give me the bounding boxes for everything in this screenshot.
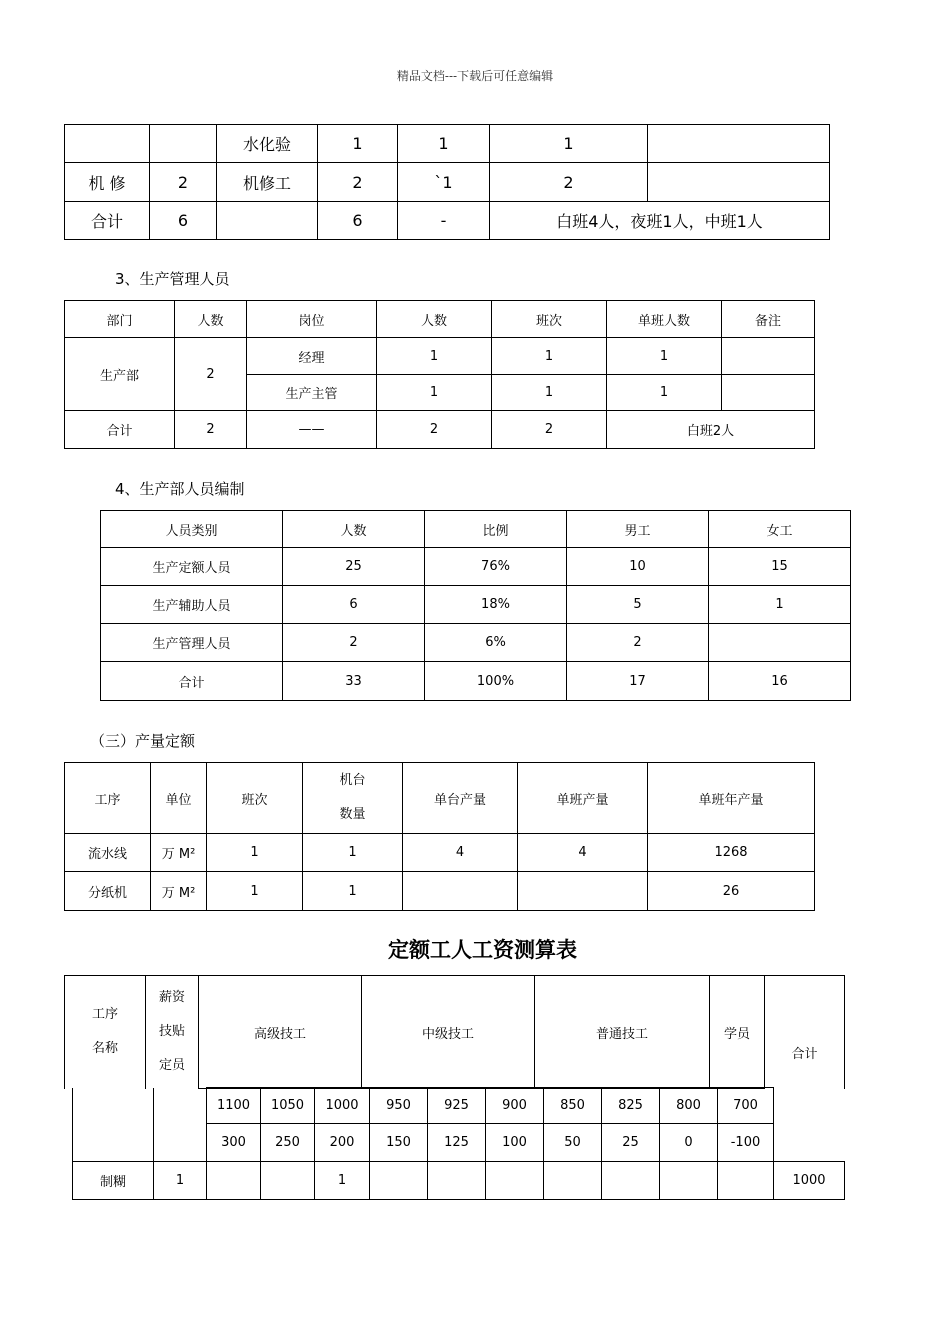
table-header-row xyxy=(65,763,815,834)
allowance-cell: 125 xyxy=(428,1124,486,1162)
table-total-row xyxy=(65,411,815,449)
table-cell: 1 xyxy=(398,125,490,163)
department-cell: 生产部 xyxy=(65,338,175,411)
table-cell: 33 xyxy=(283,662,425,701)
table-cell xyxy=(602,1162,660,1200)
column-header-process xyxy=(65,976,146,1089)
header-line: 薪资 xyxy=(158,990,185,1006)
salary-cell: 825 xyxy=(602,1088,660,1124)
table-cell xyxy=(370,1162,428,1200)
table-cell: 6% xyxy=(425,624,567,662)
column-header: 单台产量 xyxy=(403,763,518,834)
page-header-note: 精品文档---下载后可任意编辑 xyxy=(396,69,554,83)
table-cell: 1 xyxy=(207,834,303,872)
table-cell: 1 xyxy=(207,872,303,911)
table-cell: 机 修 xyxy=(65,163,150,202)
table-cell: 2 xyxy=(318,163,398,202)
output-quota-table xyxy=(64,762,815,911)
staffing-table xyxy=(100,510,851,701)
table-row xyxy=(65,338,815,375)
table-cell: 1 xyxy=(490,125,648,163)
column-header: 单班人数 xyxy=(607,301,722,338)
table-cell: 26 xyxy=(648,872,815,911)
table-cell: 1000 xyxy=(774,1162,845,1200)
salary-row xyxy=(73,1088,845,1124)
column-header: 女工 xyxy=(709,511,851,548)
table-cell: —— xyxy=(247,411,377,449)
table-cell: 白班4人，夜班1人，中班1人 xyxy=(490,202,830,240)
table-cell: 100% xyxy=(425,662,567,701)
table-cell xyxy=(709,624,851,662)
allowance-cell: 0 xyxy=(660,1124,718,1162)
table-cell xyxy=(718,1162,774,1200)
column-header-pay xyxy=(146,976,199,1089)
column-header: 备注 xyxy=(722,301,815,338)
table-cell: 合计 xyxy=(65,411,175,449)
table-cell: 17 xyxy=(567,662,709,701)
salary-cell: 925 xyxy=(428,1088,486,1124)
table-cell xyxy=(648,125,830,163)
table-total-row xyxy=(101,662,851,701)
table-cell: 4 xyxy=(518,834,648,872)
column-header: 人员类别 xyxy=(101,511,283,548)
table-cell xyxy=(154,1088,207,1162)
column-header-total xyxy=(765,976,845,1089)
column-header-senior: 高级技工 xyxy=(199,976,362,1089)
section-heading: 4、生产部人员编制 xyxy=(115,480,245,498)
table-header-row xyxy=(65,976,845,1089)
table-row xyxy=(73,1162,845,1200)
table-cell: 生产辅助人员 xyxy=(101,586,283,624)
column-header: 人数 xyxy=(283,511,425,548)
table-cell: `1 xyxy=(398,163,490,202)
table-cell: 经理 xyxy=(247,338,377,375)
table-cell xyxy=(722,338,815,375)
column-header: 人数 xyxy=(377,301,492,338)
table-cell: 2 xyxy=(150,163,217,202)
table-cell: 2 xyxy=(175,411,247,449)
salary-cell: 1100 xyxy=(207,1088,261,1124)
table-cell: 1 xyxy=(377,338,492,375)
allowance-cell: 300 xyxy=(207,1124,261,1162)
table-cell: 1 xyxy=(303,834,403,872)
table-cell: 万 M² xyxy=(151,872,207,911)
table-row xyxy=(65,202,830,240)
header-line: 工序 xyxy=(91,1007,118,1023)
table-cell: 机修工 xyxy=(217,163,318,202)
table-cell xyxy=(722,375,815,411)
table-cell xyxy=(544,1162,602,1200)
table-row xyxy=(65,872,815,911)
header-line: 数量 xyxy=(339,807,366,822)
table-cell: 流水线 xyxy=(65,834,151,872)
table-cell: 1 xyxy=(492,338,607,375)
table-cell xyxy=(774,1088,845,1162)
column-header: 比例 xyxy=(425,511,567,548)
table-cell: 6 xyxy=(318,202,398,240)
table-row xyxy=(101,548,851,586)
table-cell: 5 xyxy=(567,586,709,624)
section-heading: 3、生产管理人员 xyxy=(115,270,230,288)
header-line: 合计 xyxy=(791,1046,818,1062)
column-header: 部门 xyxy=(65,301,175,338)
column-header: 单位 xyxy=(151,763,207,834)
table-cell: 1268 xyxy=(648,834,815,872)
allowance-cell: -100 xyxy=(718,1124,774,1162)
allowance-cell: 100 xyxy=(486,1124,544,1162)
table-cell xyxy=(428,1162,486,1200)
table-cell: 16 xyxy=(709,662,851,701)
table-cell: 水化验 xyxy=(217,125,318,163)
table-cell: 1 xyxy=(315,1162,370,1200)
table-cell xyxy=(660,1162,718,1200)
table-cell: 1 xyxy=(607,375,722,411)
header-line: 技贴 xyxy=(158,1024,185,1040)
column-header: 单班产量 xyxy=(518,763,648,834)
column-header: 单班年产量 xyxy=(648,763,815,834)
table-cell: 6 xyxy=(150,202,217,240)
column-header-ordinary: 普通技工 xyxy=(535,976,710,1089)
table-row xyxy=(65,834,815,872)
table-cell xyxy=(207,1162,261,1200)
table-cell: 25 xyxy=(283,548,425,586)
header-line: 名称 xyxy=(91,1041,118,1057)
table-cell: 6 xyxy=(283,586,425,624)
table-cell: 1 xyxy=(492,375,607,411)
header-line: 机台 xyxy=(339,773,366,788)
column-header: 班次 xyxy=(492,301,607,338)
allowance-cell: 25 xyxy=(602,1124,660,1162)
table-row xyxy=(65,163,830,202)
table-cell: 2 xyxy=(492,411,607,449)
allowance-cell: 250 xyxy=(261,1124,315,1162)
salary-cell: 800 xyxy=(660,1088,718,1124)
table-header-row xyxy=(101,511,851,548)
table-cell: 合计 xyxy=(65,202,150,240)
table-cell: 生产管理人员 xyxy=(101,624,283,662)
salary-cell: 700 xyxy=(718,1088,774,1124)
wage-table-header xyxy=(64,975,845,1089)
salary-cell: 900 xyxy=(486,1088,544,1124)
column-header: 工序 xyxy=(65,763,151,834)
table-row xyxy=(65,125,830,163)
table-cell: 1 xyxy=(318,125,398,163)
table-cell: 1 xyxy=(303,872,403,911)
column-header-middle: 中级技工 xyxy=(362,976,535,1089)
table-cell xyxy=(403,872,518,911)
salary-cell: 1000 xyxy=(315,1088,370,1124)
table-cell xyxy=(648,163,830,202)
table-cell: 2 xyxy=(567,624,709,662)
table-cell xyxy=(73,1088,154,1162)
table-cell: 2 xyxy=(490,163,648,202)
table-cell: 生产定额人员 xyxy=(101,548,283,586)
table-cell: 2 xyxy=(377,411,492,449)
table-cell: 1 xyxy=(377,375,492,411)
column-header: 岗位 xyxy=(247,301,377,338)
column-header-apprentice: 学员 xyxy=(710,976,765,1089)
department-count-cell: 2 xyxy=(175,338,247,411)
table-cell: 1 xyxy=(154,1162,207,1200)
table-cell: 10 xyxy=(567,548,709,586)
header-line: 定员 xyxy=(158,1058,185,1074)
allowance-cell: 150 xyxy=(370,1124,428,1162)
wage-table-body xyxy=(72,1087,845,1200)
table-cell: 白班2人 xyxy=(607,411,815,449)
table-cell xyxy=(518,872,648,911)
table-cell xyxy=(486,1162,544,1200)
table-cell xyxy=(217,202,318,240)
salary-cell: 950 xyxy=(370,1088,428,1124)
column-header: 班次 xyxy=(207,763,303,834)
table-cell: 18% xyxy=(425,586,567,624)
table-row xyxy=(101,586,851,624)
allowance-cell: 200 xyxy=(315,1124,370,1162)
table-cell xyxy=(65,125,150,163)
table-cell: 1 xyxy=(709,586,851,624)
salary-cell: 850 xyxy=(544,1088,602,1124)
table-header-row xyxy=(65,301,815,338)
table-cell: 4 xyxy=(403,834,518,872)
table-cell: 合计 xyxy=(101,662,283,701)
table-cell: 1 xyxy=(607,338,722,375)
table-cell xyxy=(150,125,217,163)
table-cell: 制糊 xyxy=(73,1162,154,1200)
table-cell: 2 xyxy=(283,624,425,662)
salary-cell: 1050 xyxy=(261,1088,315,1124)
table-cell: 15 xyxy=(709,548,851,586)
column-header xyxy=(303,763,403,834)
table-cell: 分纸机 xyxy=(65,872,151,911)
table-cell: 76% xyxy=(425,548,567,586)
column-header: 男工 xyxy=(567,511,709,548)
table-row xyxy=(101,624,851,662)
section-heading: （三）产量定额 xyxy=(90,732,196,750)
table-cell xyxy=(261,1162,315,1200)
table-cell: 生产主管 xyxy=(247,375,377,411)
allowance-cell: 50 xyxy=(544,1124,602,1162)
management-staff-table xyxy=(64,300,815,449)
table-cell: 万 M² xyxy=(151,834,207,872)
column-header: 人数 xyxy=(175,301,247,338)
table-cell: - xyxy=(398,202,490,240)
wage-table-title: 定额工人工资测算表 xyxy=(388,938,577,962)
staff-table-continued xyxy=(64,124,830,240)
